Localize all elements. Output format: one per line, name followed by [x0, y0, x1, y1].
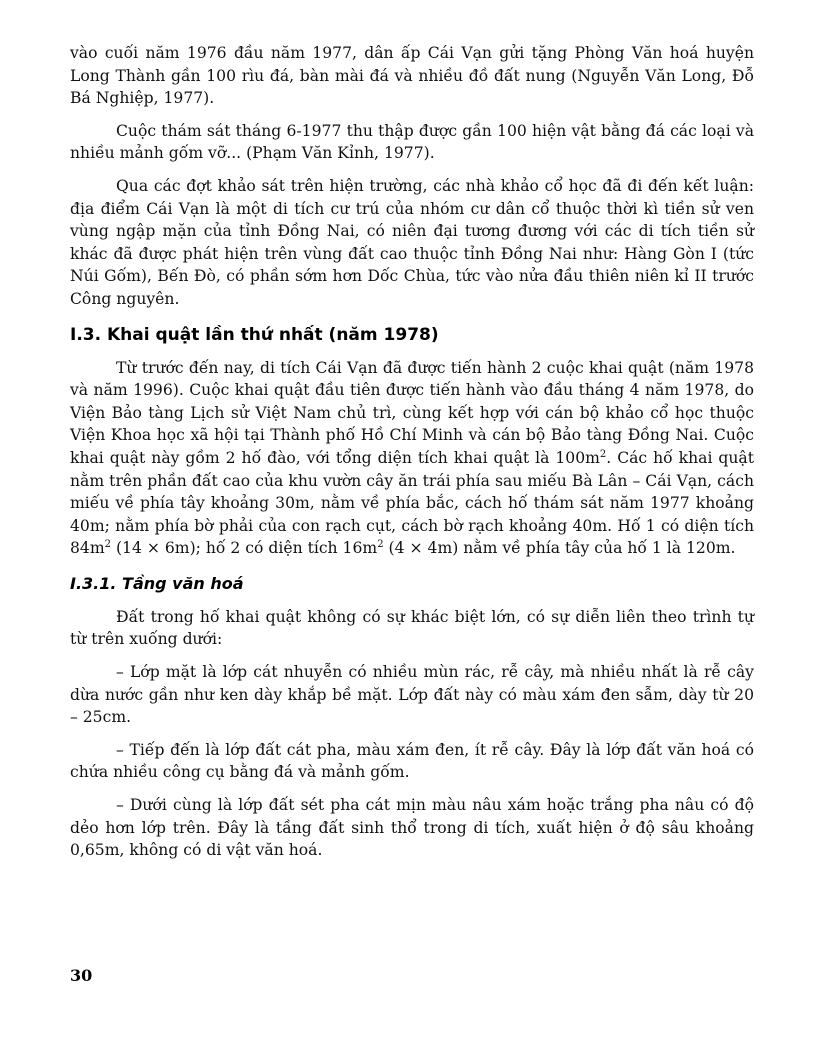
- paragraph-soil-intro: Đất trong hố khai quật không có sự khác biệt lớn, có sự diễn liên theo trình tự từ trên xuống dưới:: [70, 607, 754, 649]
- paragraph-continued: vào cuối năm 1976 đầu năm 1977, dân ấp Cái Vạn gửi tặng Phòng Văn hoá huyện Long Thành gần 100 rìu đá, bàn mài đá và nhiều đồ đất nung (Nguyễn Văn Long, Đỗ Bá Nghiệp, 1977).: [70, 44, 754, 108]
- section-heading: I.3. Khai quật lần thứ nhất (năm 1978): [70, 324, 439, 345]
- paragraph-conclusion: Qua các đợt khảo sát trên hiện trường, các nhà khảo cổ học đã đi đến kết luận: địa điểm Cái Vạn là một di tích cư trú của nhóm cư dân cổ thuộc thời kì tiền sử ven vùng ngập mặn của tỉnh Đồng Nai, có niên đại tương đương với các di tích tiền sử khác đã được phát hiện trên vùng đất cao thuộc tỉnh Đồng Nai như: Hàng Gòn I (tức Núi Gốm), Bến Đò, có phần sớm hơn Dốc Chùa, tức vào nửa đầu thiên niên kỉ II trước Công nguyên.: [70, 176, 754, 308]
- paragraph-excavation: [70, 357, 754, 560]
- superscript: 2: [377, 539, 384, 551]
- superscript: 2: [599, 448, 607, 460]
- layer-item-cultural: – Tiếp đến là lớp đất cát pha, màu xám đen, ít rễ cây. Đây là lớp đất văn hoá có chứa nhiều công cụ bằng đá và mảnh gốm.: [70, 740, 754, 782]
- text-part-2: . Các hố khai quật nằm trên phần đất cao của khu vườn cây ăn trái phía sau miếu Bà Lân – Cái Vạn, cách miếu về phía tây khoảng 30m, nằm về phía bắc, cách hố thám sát năm 1977 khoảng 40m; nằm phía bờ phải của con rạch cụt, cách bờ rạch khoảng 40m. Hố 1 có diện tích 84m: [70, 448, 754, 558]
- paragraph-survey: Cuộc thám sát tháng 6-1977 thu thập được gần 100 hiện vật bằng đá các loại và nhiều mảnh gốm vỡ... (Phạm Văn Kỉnh, 1977).: [70, 121, 754, 163]
- page-body: [70, 42, 754, 872]
- text-part-4: (4 × 4m) nằm về phía tây của hố 1 là 120m.: [383, 539, 736, 558]
- superscript: 2: [104, 539, 112, 551]
- layer-item-bottom: – Dưới cùng là lớp đất sét pha cát mịn màu nâu xám hoặc trắng pha nâu có độ dẻo hơn lớp trên. Đây là tầng đất sinh thổ trong di tích, xuất hiện ở độ sâu khoảng 0,65m, không có di vật văn hoá.: [70, 796, 754, 860]
- layer-item-surface: – Lớp mặt là lớp cát nhuyễn có nhiều mùn rác, rễ cây, mà nhiều nhất là rễ cây dừa nước gần như ken dày khắp bề mặt. Lớp đất này có màu xám đen sẫm, dày từ 20 – 25cm.: [70, 663, 754, 727]
- text-part-3: (14 × 6m); hố 2 có diện tích 16m: [111, 539, 378, 558]
- subsection-heading: I.3.1. Tầng văn hoá: [70, 573, 244, 593]
- text-part-1: Từ trước đến nay, di tích Cái Vạn đã được tiến hành 2 cuộc khai quật (năm 1978 và năm 1996). Cuộc khai quật đầu tiên được tiến hành vào đầu tháng 4 năm 1978, do Viện Bảo tàng Lịch sử Việt Nam chủ trì, cùng kết hợp với cán bộ khảo cổ học thuộc Viện Khoa học xã hội tại Thành phố Hồ Chí Minh và cán bộ Bảo tàng Đồng Nai. Cuộc khai quật này gồm 2 hố đào, với tổng diện tích khai quật là 100m: [70, 358, 754, 467]
- page-number: 30: [70, 966, 93, 985]
